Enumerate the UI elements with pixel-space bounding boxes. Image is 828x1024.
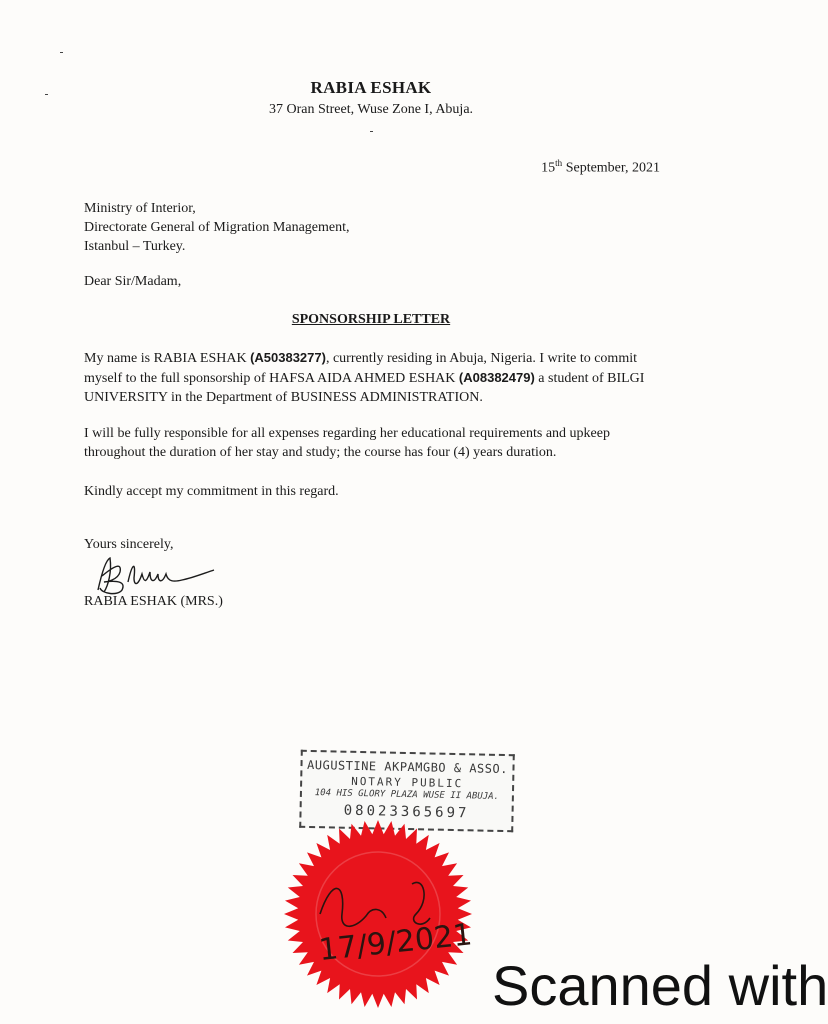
paragraph-text: a student of BILGI UNIVERSITY in the Department of BUSINESS ADMINISTRATION.: [84, 371, 645, 405]
paragraph-text: My name is RABIA ESHAK: [84, 351, 251, 366]
seal-starburst: [284, 820, 472, 1008]
red-seal-icon: [282, 818, 474, 1010]
scan-speck: [370, 131, 373, 132]
sender-address: 37 Oran Street, Wuse Zone I, Abuja.: [268, 102, 474, 117]
paragraph-text: , currently residing in Abuja, Nigeria. I write to commit myself to the full sponsorship of HAFSA AIDA AHMED ESHAK: [84, 351, 637, 386]
student-passport-number: (A08382479): [458, 370, 535, 385]
body-paragraph-3: Kindly accept my commitment in this regard.: [84, 484, 339, 499]
date-rest: September, 2021: [562, 160, 660, 176]
scan-speck: [60, 52, 63, 53]
recipient-line: Ministry of Interior,: [84, 201, 196, 216]
recipient-address: [84, 199, 350, 256]
closing: Yours sincerely,: [84, 537, 174, 552]
scanner-watermark: Scanned with: [492, 954, 828, 1017]
sender-name: RABIA ESHAK: [310, 78, 432, 97]
stamp-line: AUGUSTINE AKPAMGBO & ASSO.: [306, 757, 509, 777]
letter-date: [541, 158, 660, 177]
date-suffix: th: [555, 158, 563, 168]
stamp-line: 08023365697: [343, 802, 470, 822]
stamp-line: 104 HIS GLORY PLAZA WUSE II ABUJA.: [314, 788, 500, 802]
sponsor-passport-number: (A50383277): [250, 350, 326, 365]
body-paragraph-1: [84, 348, 664, 407]
seal-handwritten-date: 17/9/2021: [317, 917, 474, 969]
stamp-line: NOTARY PUBLIC: [351, 774, 464, 791]
letter-subject: SPONSORSHIP LETTER: [291, 312, 451, 327]
salutation: Dear Sir/Madam,: [84, 274, 182, 289]
body-paragraph-2: I will be fully responsible for all expenses regarding her educational requirements and upkeep throughout the duration of her stay and study; the course has four (4) years duration.: [84, 426, 610, 460]
signer-name: RABIA ESHAK (MRS.): [84, 594, 223, 609]
date-day: 15: [541, 160, 556, 176]
signature-icon: [92, 552, 222, 598]
recipient-line: Istanbul – Turkey.: [84, 239, 186, 254]
recipient-line: Directorate General of Migration Management,: [84, 220, 350, 235]
